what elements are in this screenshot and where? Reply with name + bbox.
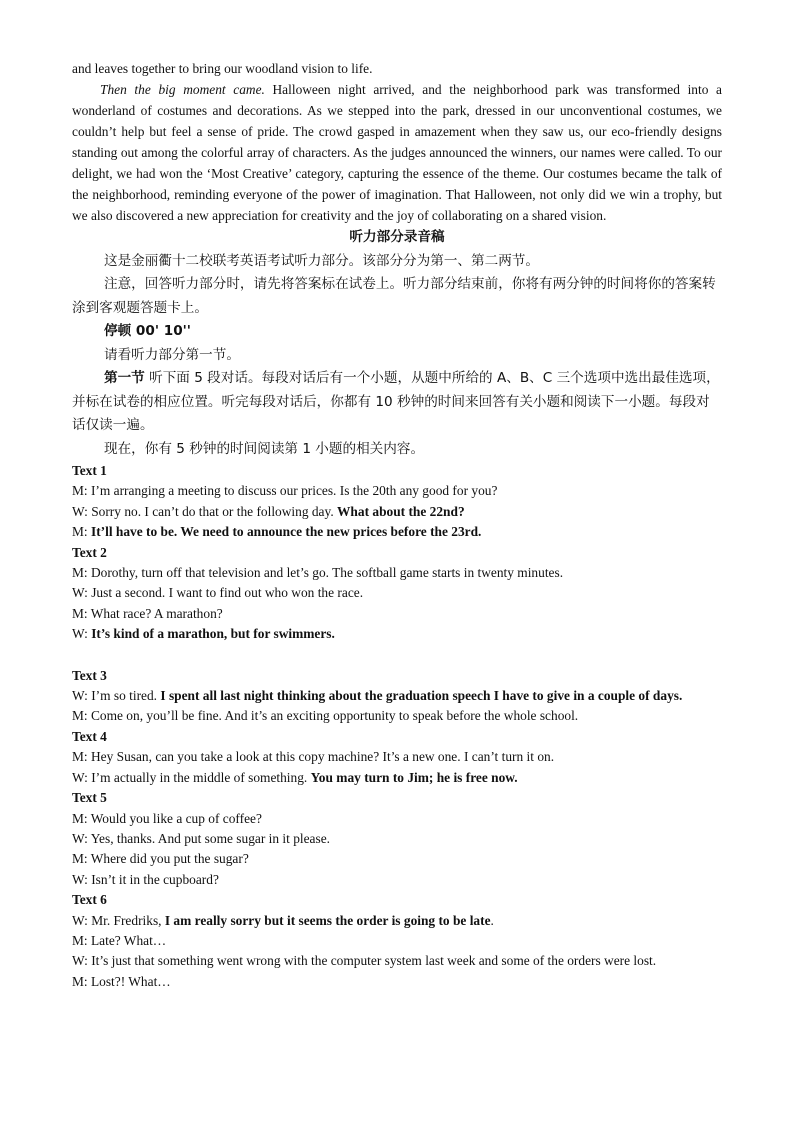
section-text: 听下面 5 段对话。每段对话后有一个小题，从题中所给的 A、B、C 三个选项中选出最佳选项，并标在试卷的相应位置。听完每段对话后，你都有 10 秒钟的时间来回答有关小题和阅读下一小题。每段对话仅读一遍。 [72, 370, 720, 433]
text-1-title: Text 1 [72, 463, 107, 478]
dialogue-line: M: Dorothy, turn off that television and let’s go. The softball game starts in twenty minutes. [72, 565, 564, 581]
dialogue-key-text: What about the 22nd? [337, 503, 465, 519]
intro-paragraph-1: 这是金丽衢十二校联考英语考试听力部分。该部分分为第一、第二两节。 [104, 252, 539, 269]
story-paragraph-text: Halloween night arrived, and the neighborhood park was transformed into a wonderland of costumes and decorations. As we stepped into the park, dressed in our unconventional costumes, we couldn’t help but feel a sense of pride. The crowd gasped in amazement when they saw us, our eco-friendly designs standing out among the colorful array of characters. As the judges announced the winners, our names were called. To our delight, we had won the ‘Most Creative’ category, capturing the essence of the theme. Our costumes became the talk of the neighborhood, reminding everyone of the power of imagination. That Halloween, not only did we win a trophy, but we also discovered a new appreciation for creativity and the joy of collaborating on a shared vision. [72, 82, 722, 223]
dialogue-key-text: You may turn to Jim; he is free now. [310, 769, 518, 785]
dialogue-text: W: Mr. Fredriks, [72, 912, 165, 928]
dialogue-line [72, 686, 722, 706]
intro-paragraph-4: 现在，你有 5 秒钟的时间阅读第 1 小题的相关内容。 [104, 440, 425, 457]
section-instructions [72, 367, 722, 438]
dialogue-key-text: I am really sorry but it seems the order is going to be late [164, 912, 491, 928]
text-3-title: Text 3 [72, 667, 107, 683]
section-label: 第一节 [104, 370, 145, 386]
spacer [72, 645, 722, 666]
story-paragraph [72, 79, 722, 226]
text-5-title: Text 5 [72, 790, 107, 806]
dialogue-line: M: Where did you put the sugar? [72, 851, 249, 867]
dialogue-text: W: I’m actually in the middle of something. [72, 769, 311, 785]
dialogue-line: W: Just a second. I want to find out who won the race. [72, 585, 364, 601]
dialogue-line: M: I’m arranging a meeting to discuss our prices. Is the 20th any good for you? [72, 483, 498, 499]
pause-marker: 停顿 00' 10'' [104, 323, 191, 339]
transcript-heading: 听力部分录音稿 [349, 229, 445, 245]
dialogue-line: W: Yes, thanks. And put some sugar in it please. [72, 830, 330, 846]
dialogue-line: M: Late? What… [72, 932, 167, 948]
story-italic-phrase: Then the big moment came. [100, 82, 265, 97]
text-2-title: Text 2 [72, 544, 107, 560]
dialogue-line: M: What race? A marathon? [72, 605, 223, 621]
dialogue-text: . [490, 912, 494, 928]
dialogue-line [72, 911, 722, 931]
dialogue-text: W: [72, 626, 92, 642]
dialogue-key-text: I spent all last night thinking about the graduation speech I have to give in a couple of days. [160, 688, 683, 704]
dialogue-line [72, 502, 722, 522]
text-4-title: Text 4 [72, 728, 107, 744]
dialogue-line: W: Isn’t it in the cupboard? [72, 871, 219, 887]
dialogue-line [72, 624, 722, 644]
dialogue-line: W: It’s just that something went wrong with the computer system last week and some of the orders were lost. [72, 953, 657, 969]
dialogue-line [72, 768, 722, 788]
dialogue-text: W: I’m so tired. [72, 688, 161, 704]
dialogue-line [72, 522, 722, 542]
document-page [72, 58, 722, 992]
intro-paragraph-3: 请看听力部分第一节。 [104, 346, 240, 363]
dialogue-line: M: Would you like a cup of coffee? [72, 810, 262, 826]
dialogue-text: W: Sorry no. I can’t do that or the following day. [72, 503, 338, 519]
text-6-title: Text 6 [72, 892, 107, 908]
dialogue-line: M: Lost?! What… [72, 973, 171, 989]
dialogue-key-text: It’s kind of a marathon, but for swimmers. [91, 626, 335, 642]
dialogue-line: M: Come on, you’ll be fine. And it’s an exciting opportunity to speak before the whole school. [72, 708, 579, 724]
dialogue-key-text: It’ll have to be. We need to announce the new prices before the 23rd. [90, 524, 482, 540]
story-line: and leaves together to bring our woodland vision to life. [72, 61, 373, 76]
dialogue-text: M: [72, 524, 91, 540]
intro-paragraph-2: 注意，回答听力部分时，请先将答案标在试卷上。听力部分结束前，你将有两分钟的时间将你的答案转涂到客观题答题卡上。 [72, 276, 716, 316]
dialogue-line: M: Hey Susan, can you take a look at this copy machine? It’s a new one. I can’t turn it on. [72, 749, 555, 765]
